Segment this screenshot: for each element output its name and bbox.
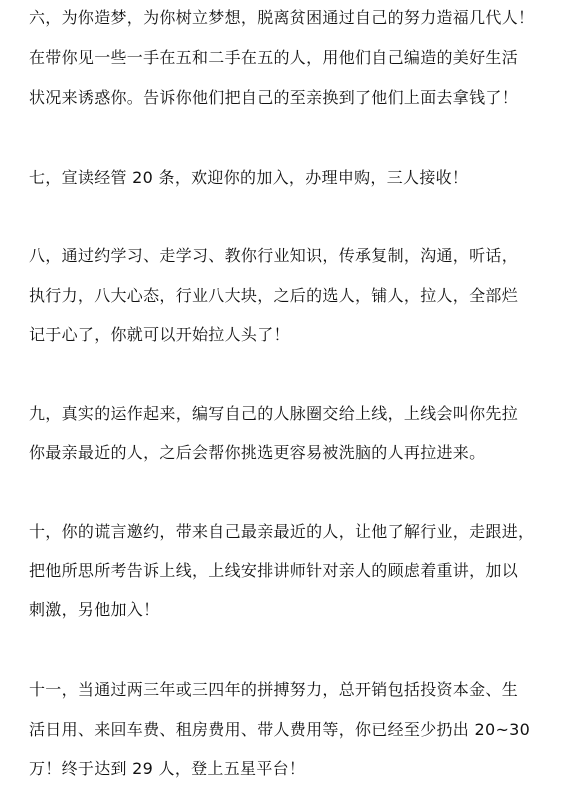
paragraph-6-line-2: 在带你见一些一手在五和二手在五的人，用他们自己编造的美好生活 <box>29 48 519 67</box>
paragraph-9-line-1: 九，真实的运作起来，编写自己的人脉圈交给上线，上线会叫你先拉 <box>29 404 519 423</box>
paragraph-11-line-3: 万！终于达到 29 人，登上五星平台！ <box>29 759 306 778</box>
paragraph-8-line-3: 记于心了，你就可以开始拉人头了！ <box>29 325 290 344</box>
paragraph-11-line-1: 十一，当通过两三年或三四年的拼搏努力，总开销包括投资本金、生 <box>29 680 519 699</box>
paragraph-8-line-2: 执行力，八大心态，行业八大块，之后的选人，铺人，拉人，全部烂 <box>29 286 519 305</box>
paragraph-11-line-2: 活日用、来回车费、租房费用、带人费用等，你已经至少扔出 20~30 <box>29 720 531 739</box>
paragraph-9-line-2: 你最亲最近的人，之后会帮你挑选更容易被洗脑的人再拉进来。 <box>29 443 486 462</box>
paragraph-6-line-3: 状况来诱惑你。告诉你他们把自己的至亲换到了他们上面去拿钱了！ <box>29 88 519 107</box>
paragraph-10-line-2: 把他所思所考告诉上线，上线安排讲师针对亲人的顾虑着重讲，加以 <box>29 561 519 580</box>
paragraph-6-line-1: 六，为你造梦，为你树立梦想，脱离贫困通过自己的努力造福几代人！ <box>29 8 535 27</box>
paragraph-8-line-1: 八，通过约学习、走学习、教你行业知识，传承复制，沟通，听话， <box>29 246 519 265</box>
paragraph-7-line-1: 七，宣读经管 20 条，欢迎你的加入，办理申购，三人接收！ <box>29 168 469 187</box>
paragraph-10-line-3: 刺激，另他加入！ <box>29 600 160 619</box>
paragraph-10-line-1: 十，你的谎言邀约，带来自己最亲最近的人，让他了解行业，走跟进， <box>29 522 535 541</box>
